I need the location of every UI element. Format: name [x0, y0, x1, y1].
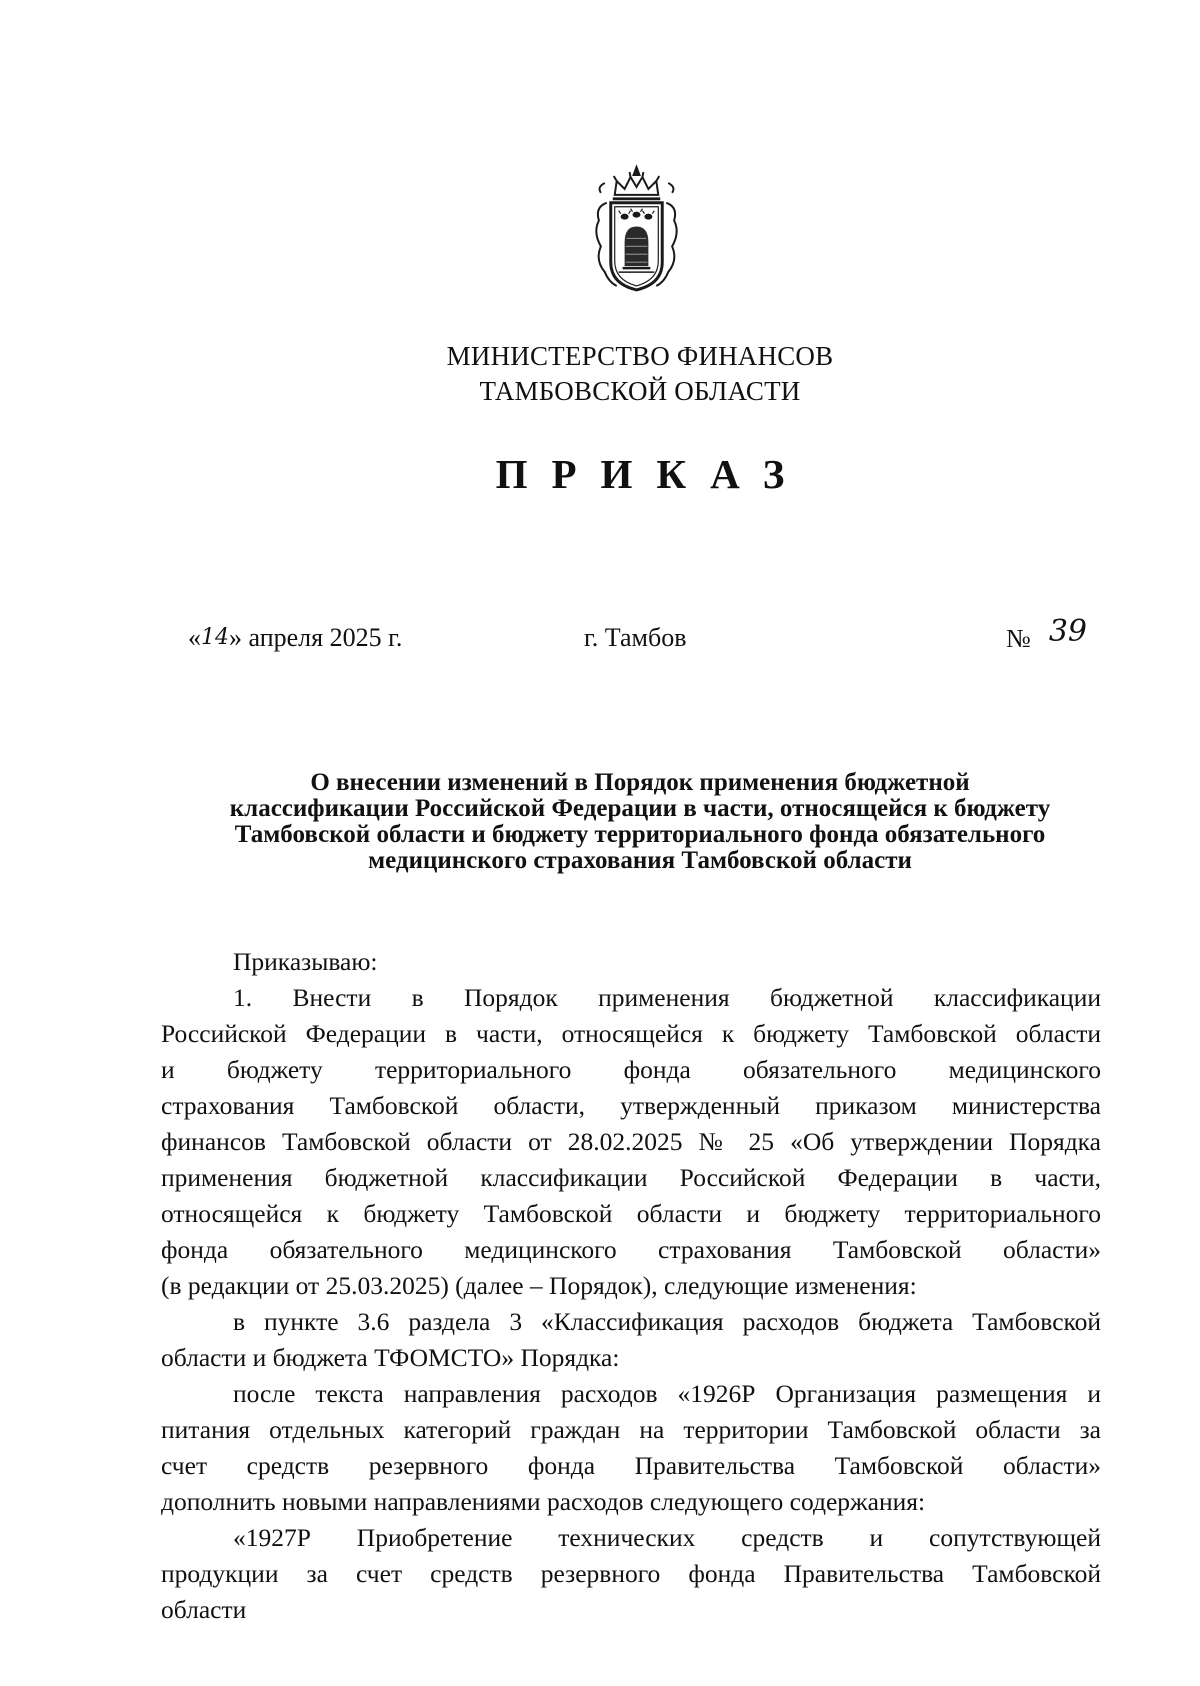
body-line: области и бюджета ТФОМСТО» Порядка: [161, 1343, 620, 1372]
order-number [1006, 614, 1087, 657]
body-line: (в редакции от 25.03.2025) (далее – Порядок), следующие изменения: [161, 1271, 917, 1300]
body-line: питания отдельных категорий граждан на территории Тамбовской области за [161, 1415, 1101, 1444]
ministry-name-line1: МИНИСТЕРСТВО ФИНАНСОВ [446, 341, 834, 371]
title-line: классификации Российской Федерации в части, относящейся к бюджету [229, 795, 1051, 822]
document-type-heading: ПРИКАЗ [495, 451, 809, 497]
ministry-name-line2: ТАМБОВСКОЙ ОБЛАСТИ [479, 376, 801, 406]
handwritten-number: 39 [1048, 614, 1087, 649]
body-line: фонда обязательного медицинского страхования Тамбовской области» [161, 1235, 1101, 1264]
number-label: № [1006, 624, 1031, 653]
body-line: относящейся к бюджету Тамбовской области и бюджету территориального [161, 1199, 1101, 1228]
body-line: дополнить новыми направлениями расходов следующего содержания: [161, 1487, 926, 1516]
body-line: «1927Р Приобретение технических средств и сопутствующей [233, 1523, 1101, 1552]
body-line: продукции за счет средств резервного фонда Правительства Тамбовской [161, 1559, 1101, 1588]
order-date [188, 620, 402, 658]
body-line: счет средств резервного фонда Правительства Тамбовской области» [161, 1451, 1101, 1480]
title-line: О внесении изменений в Порядок применения бюджетной [310, 769, 970, 796]
body-line: области [161, 1595, 247, 1624]
date-open-quote: « [188, 623, 201, 652]
body-line: применения бюджетной классификации Российской Федерации в части, [161, 1163, 1101, 1192]
body-line: в пункте 3.6 раздела 3 «Классификация расходов бюджета Тамбовской [233, 1307, 1101, 1336]
body-line: финансов Тамбовской области от 28.02.2025 № 25 «Об утверждении Порядка [161, 1127, 1101, 1156]
title-line: Тамбовской области и бюджету территориального фонда обязательного [234, 821, 1046, 848]
handwritten-day: 14 [201, 625, 229, 650]
body-line: Приказываю: [233, 947, 378, 976]
body-line: после текста направления расходов «1926Р Организация размещения и [233, 1379, 1101, 1408]
body-line: Российской Федерации в части, относящейся к бюджету Тамбовской области [161, 1019, 1101, 1048]
title-line: медицинского страхования Тамбовской области [368, 847, 912, 874]
body-line: страхования Тамбовской области, утвержденный приказом министерства [161, 1091, 1101, 1120]
order-city: г. Тамбов [584, 623, 687, 652]
body-line: и бюджету территориального фонда обязательного медицинского [161, 1055, 1101, 1084]
date-month-year: » апреля 2025 г. [229, 623, 403, 652]
body-line: 1. Внести в Порядок применения бюджетной классификации [233, 983, 1101, 1012]
order-title [150, 770, 1130, 874]
tambov-coat-of-arms-icon [587, 163, 686, 296]
